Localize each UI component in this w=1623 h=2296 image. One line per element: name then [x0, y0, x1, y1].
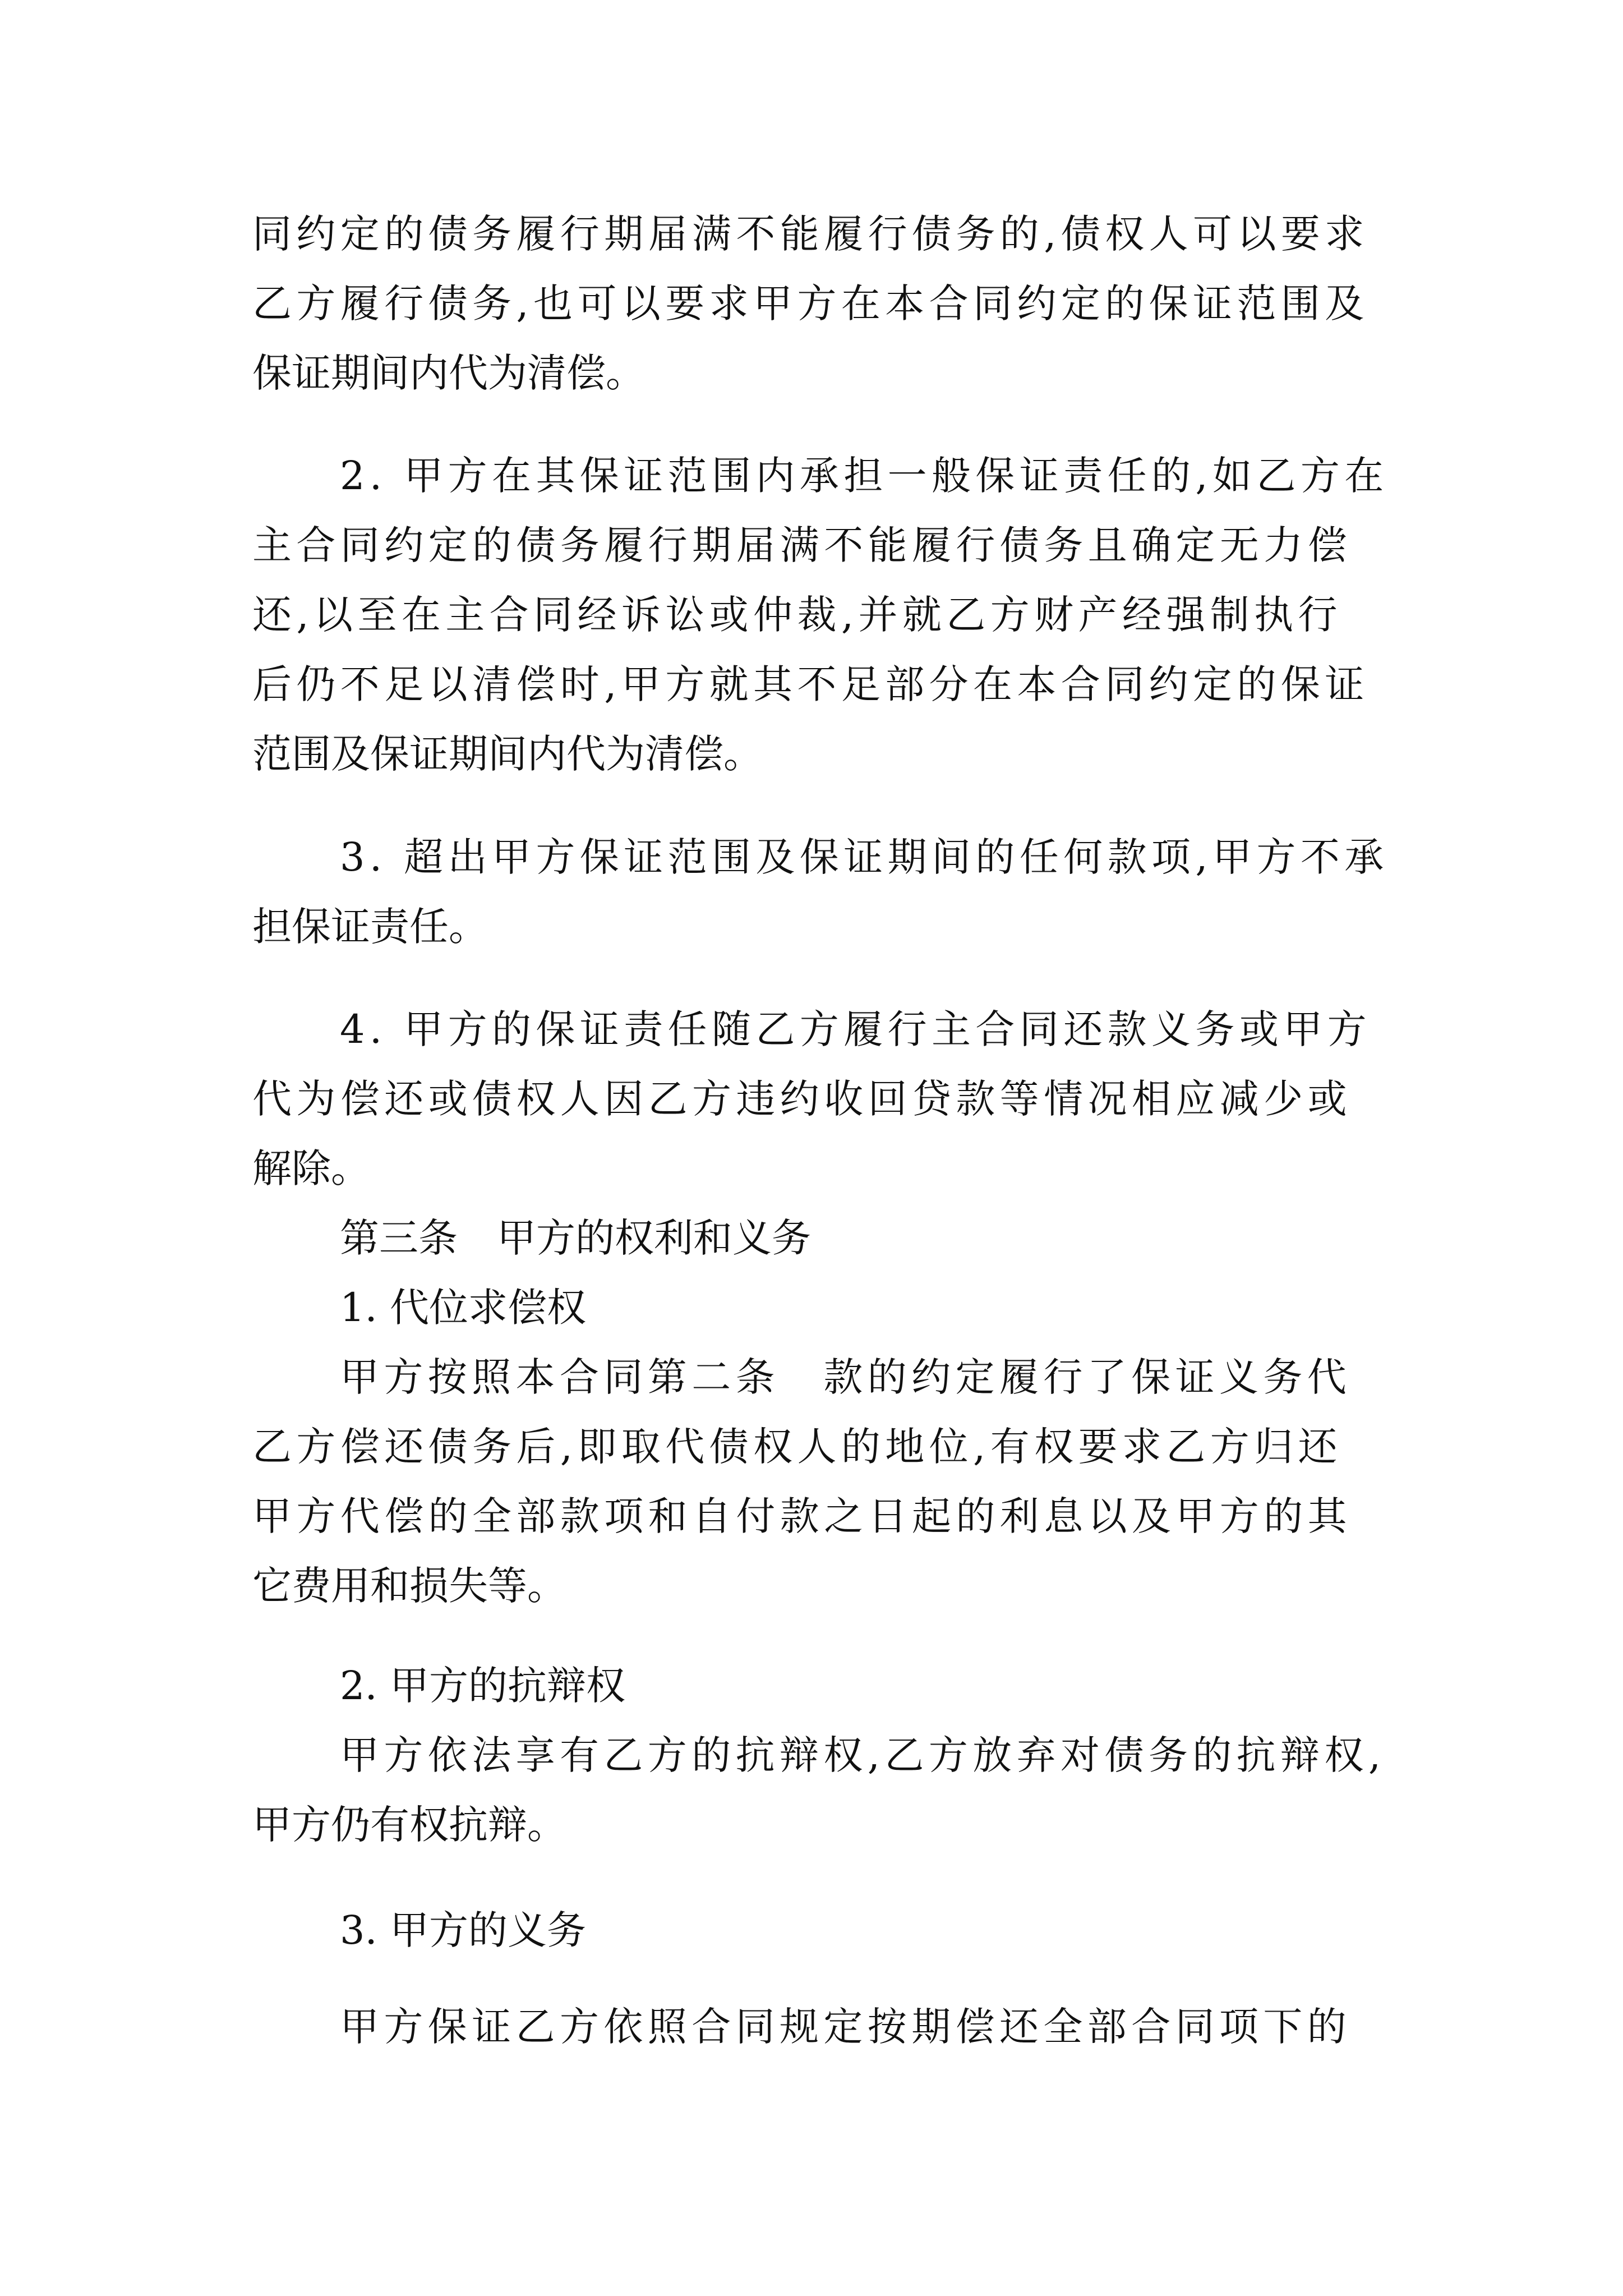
text-line: 范围及保证期间内代为清偿。 [252, 731, 763, 777]
text-line: 同约定的债务履行期届满不能履行债务的,债权人可以要求 [252, 211, 1369, 257]
subsection-heading: 3. 甲方的义务 [340, 1907, 587, 1953]
text-line: 乙方偿还债务后,即取代债权人的地位,有权要求乙方归还 [252, 1424, 1342, 1470]
text-line: 保证期间内代为清偿。 [252, 350, 645, 396]
text-line: 还,以至在主合同经诉讼或仲裁,并就乙方财产经强制执行 [252, 592, 1342, 638]
text-line: 它费用和损失等。 [252, 1563, 566, 1609]
text-line: 主合同约定的债务履行期届满不能履行债务且确定无力偿 [252, 522, 1352, 568]
text-line: 3. 超出甲方保证范围及保证期间的任何款项,甲方不承 [340, 834, 1389, 880]
text-line: 担保证责任。 [252, 904, 488, 950]
text-line: 甲方仍有权抗辩。 [252, 1802, 566, 1848]
text-line: 乙方履行债务,也可以要求甲方在本合同约定的保证范围及 [252, 280, 1369, 326]
text-line: 后仍不足以清偿时,甲方就其不足部分在本合同约定的保证 [252, 661, 1369, 707]
text-line: 甲方代偿的全部款项和自付款之日起的利息以及甲方的其 [252, 1493, 1352, 1539]
section-heading: 第三条 甲方的权利和义务 [340, 1215, 811, 1261]
subsection-heading: 1. 代位求偿权 [340, 1285, 587, 1331]
text-line: 甲方依法享有乙方的抗辩权,乙方放弃对债务的抗辩权, [340, 1732, 1386, 1778]
text-line: 解除。 [252, 1145, 370, 1191]
subsection-heading: 2. 甲方的抗辩权 [340, 1663, 626, 1709]
text-line: 2. 甲方在其保证范围内承担一般保证责任的,如乙方在 [340, 453, 1389, 499]
text-line: 代为偿还或债权人因乙方违约收回贷款等情况相应减少或 [252, 1076, 1352, 1122]
text-line: 4. 甲方的保证责任随乙方履行主合同还款义务或甲方 [340, 1006, 1372, 1052]
text-line: 甲方保证乙方依照合同规定按期偿还全部合同项下的 [340, 2004, 1352, 2050]
text-line: 甲方按照本合同第二条 款的约定履行了保证义务代 [340, 1354, 1352, 1400]
